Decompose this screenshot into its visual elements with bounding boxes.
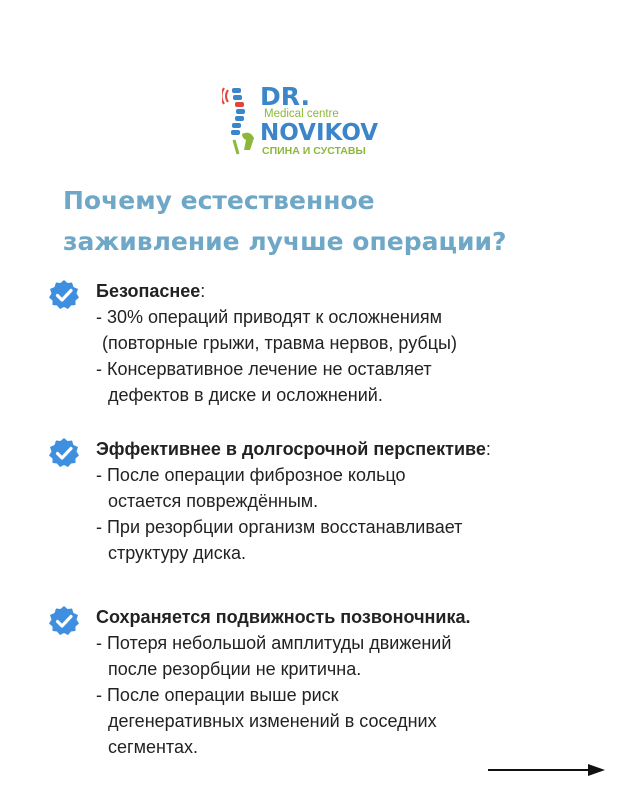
section-heading-suffix: : [485,439,491,459]
section-line: структуру диска. [108,543,247,563]
section-line: остается повреждённым. [108,491,319,511]
section-line: дефектов в диске и осложнений. [108,385,383,405]
section-line: - После операции фиброзное кольцо [96,465,406,485]
verified-check-icon [48,437,80,469]
verified-check-icon [48,605,80,637]
section-line: (повторные грыжи, травма нервов, рубцы) [102,333,457,353]
logo-subtitle: СПИНА И СУСТАВЫ [262,145,366,157]
section-line: - Консервативное лечение не оставляет [96,359,432,379]
section-lines [96,462,616,566]
title-line: заживление лучше операции? [63,227,507,256]
section-line: - При резорбции организм восстанавливает [96,517,463,537]
logo-medical-centre-text: Medical centre [264,108,339,120]
section-heading [96,436,491,462]
section-heading-bold: Эффективнее в долгосрочной перспективе [96,439,486,459]
section-heading-bold: Сохраняется подвижность позвоночника. [96,607,471,627]
section-line: - Потеря небольшой амплитуды движений [96,633,452,653]
section-line: - После операции выше риск [96,685,339,705]
section-lines [96,630,616,760]
section-heading-bold: Безопаснее [96,281,201,301]
title-line: Почему естественное [63,186,375,215]
arrow-right-icon[interactable] [488,762,606,778]
page-title [63,180,603,262]
logo-dr-text: DR. [260,82,310,111]
section-line: - 30% операций приводят к осложнениям [96,307,443,327]
section-line: дегенеративных изменений в соседних [108,711,437,731]
section-lines [96,304,616,408]
logo-novikov-text: NOVIKOV [260,120,379,146]
clinic-logo [222,84,382,160]
section-line: после резорбции не критична. [108,659,362,679]
verified-check-icon [48,279,80,311]
section-heading-suffix: : [200,281,206,301]
section-heading [96,604,471,630]
spine-logo-icon [222,84,262,156]
section-heading [96,278,205,304]
section-line: сегментах. [108,737,198,757]
